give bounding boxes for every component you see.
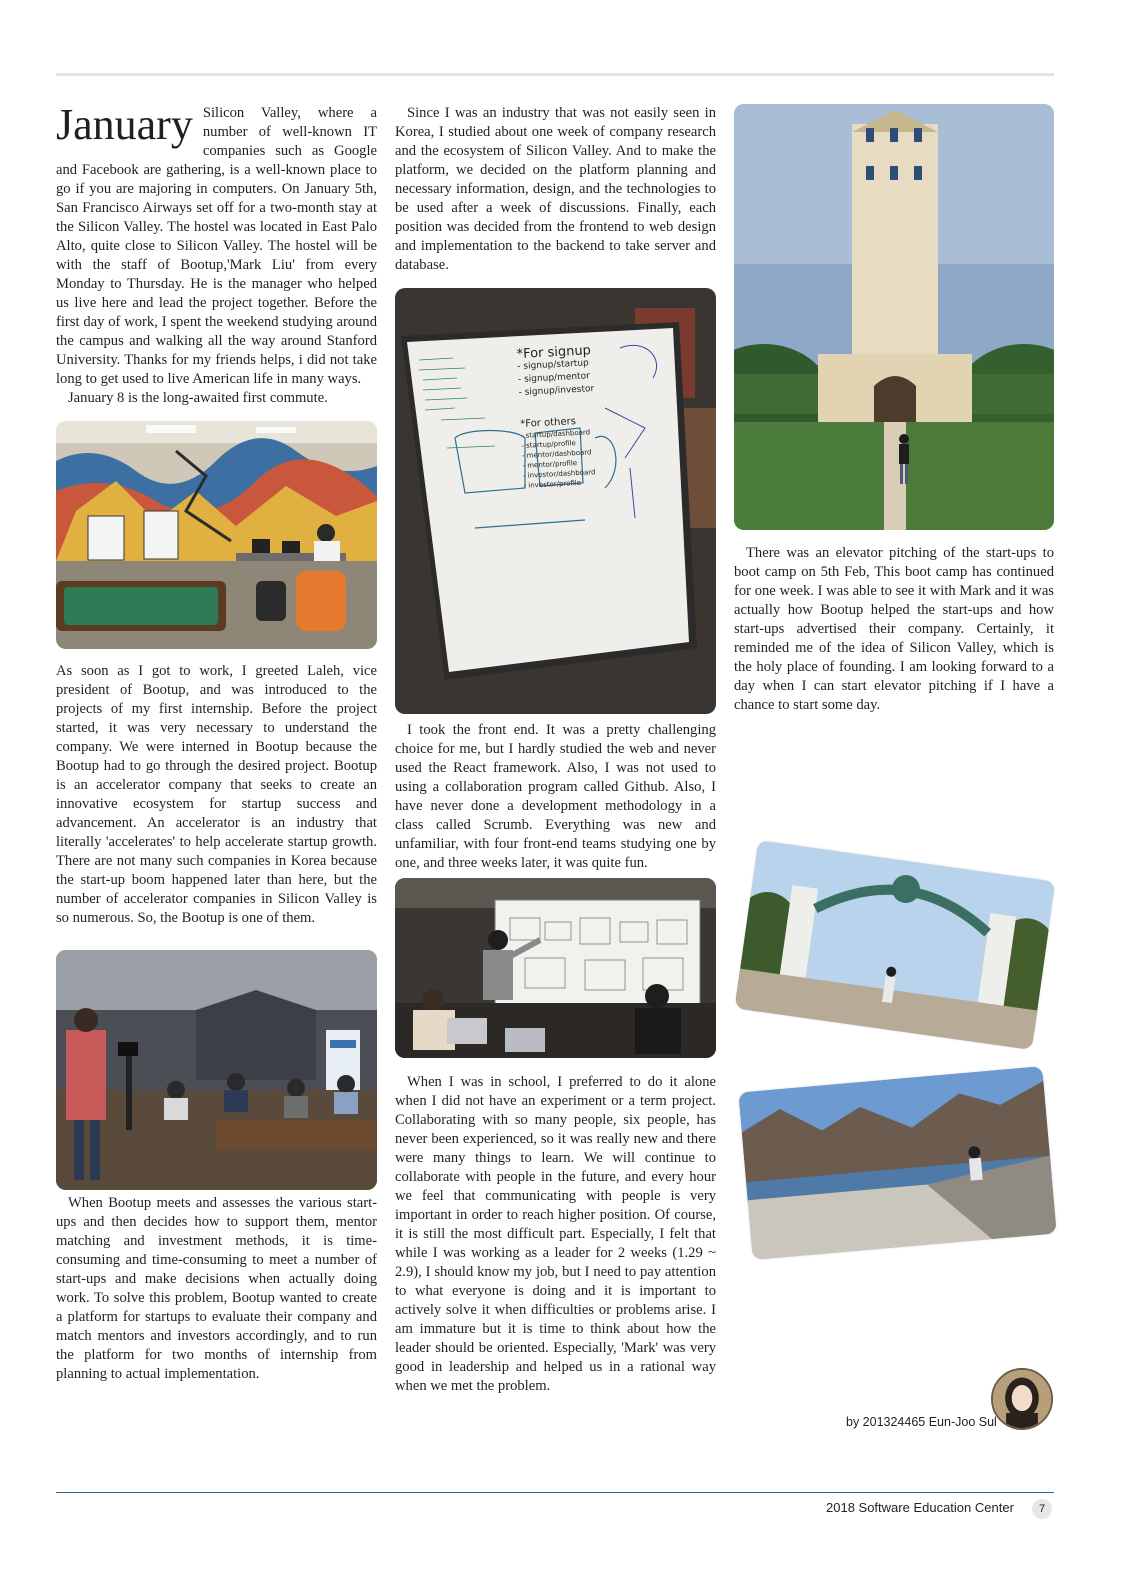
platform-paragraph: When Bootup meets and assesses the various start-ups and then decides how to support them, mentor matching and investment methods, it is time-consuming and time-consuming to meet a number of start-ups and make decisions when actually doing work. To solve this problem, Bootup wanted to create a platform for startups to evaluate their company and match mentors and investors accordingly, and to run the platform for two months of internship from planning to actual implementation. [56, 1195, 377, 1382]
research-paragraph: Since I was an industry that was not easily seen in Korea, I studied about one week of company research and the ecosystem of Silicon Valley. And to make the platform, we decided on the platform planning and necessary information, design, and the technologies to be used after a week of discussions. Finally, each position was decided from the frontend to web design and implementation to the backend to take server and database. [395, 105, 716, 273]
frontend-paragraph: I took the front end. It was a pretty challenging choice for me, but I hardly studied the web and never used the React framework. Also, I was not used to using a collaboration program called Github. Also, I have never done a development methodology in a class called Scrumb. Everything was new and unfamiliar, with four front-end teams studying one by one, and three weeks later, it was quite fun. [395, 722, 716, 871]
bottom-rule [56, 1492, 1054, 1493]
whiteboard-photo [395, 288, 716, 714]
office-photo [56, 421, 377, 649]
intro-text: Silicon Valley, where a number of well-known IT companies such as Google and Facebook are gathering, is a well-known place to go if you are majoring in computers. On January 5th, San Francisco Airways set off for a two-month stay at the Silicon Valley. The hostel was located in East Palo Alto, quite close to Silicon Valley. The hostel will be with the staff of Bootup,'Mark Liu' from every Monday to Thursday. He is the manager who helped us live here and lead the project together. Before the first day of work, I spent the weekend studying around the campus and walking all the way around Stanford University. Thanks for my friends helps, i did not take long to get used to live American life in many ways. [56, 105, 377, 387]
commute-paragraph: January 8 is the long-awaited first commute. [68, 390, 328, 406]
whiteboard-item: - investor/dashboard [522, 468, 596, 480]
whiteboard-item: - signup/startup [517, 358, 590, 373]
whiteboard-heading-others: *For others [520, 416, 577, 430]
bootup-paragraph: As soon as I got to work, I greeted Laleh, vice president of Bootup, and was introduced to the projects of my first internship. Before the project started, it was very necessary to understand the company. We were interned in Bootup because the Bootup had to go through the desired project. Bootup is an accelerator company that seeks to create an innovative ecosystem for startup success and advancement. An accelerator is an industry that literally 'accelerates' to help accelerate startup growth. There are not many such companies in Korea because the start-up boom happened later than here, but the number of accelerator companies in Silicon Valley is so numerous. So, the Bootup is one of them. [56, 663, 377, 926]
whiteboard-item: - signup/mentor [517, 371, 591, 386]
whiteboard-item: - investor/profile [523, 478, 582, 490]
page-number: 7 [1032, 1499, 1052, 1519]
elevator-pitch-paragraph: There was an elevator pitching of the start-ups to boot camp on 5th Feb, This boot camp has continued for one week. I was able to see it with Mark and it was actually how Bootup helped the start-ups and how start-ups advertised their company. Certainly, it reminded me of the idea of Silicon Valley, which is the holy place of founding. I am looking forward to a day when I can start elevator pitching if I have a chance to start some day. [734, 545, 1054, 713]
intro-paragraph [56, 100, 377, 389]
dam-photo [738, 1066, 1056, 1260]
month-title: January [56, 100, 193, 149]
team-presentation-photo [395, 878, 716, 1058]
whiteboard-item: - signup/investor [518, 384, 595, 399]
footer-label: 2018 Software Education Center [826, 1500, 1014, 1515]
column-1 [56, 100, 377, 1384]
whiteboard-item: - startup/profile [521, 439, 576, 450]
author-avatar [991, 1368, 1053, 1430]
column-2 [395, 104, 716, 1396]
whiteboard-notes [516, 344, 599, 491]
top-rule [56, 73, 1054, 76]
author-byline: by 201324465 Eun-Joo Sul [846, 1415, 997, 1429]
whiteboard-heading-signup: *For signup [516, 343, 592, 363]
whiteboard-item: - mentor/profile [522, 459, 578, 470]
meeting-room-photo [56, 950, 377, 1190]
column-3 [734, 104, 1054, 715]
whiteboard-item: - startup/dashboard [520, 428, 591, 440]
whiteboard-item: - mentor/dashboard [521, 448, 592, 460]
collaboration-paragraph: When I was in school, I preferred to do it alone when I did not have an experiment or a term project. Collaborating with so many people, six people, has never been experienced, so it was really new and there were many things to learn. We will continue to collaborate with people in the future, and every hour we feel that communicating with people is very important in order to reach higher position. Of course, it is still the most difficult part. Especially, I felt that while I was working as a leader for 2 weeks (1.29 ~ 2.9), I should know my job, but I need to pay attention to what everyone is doing and it is important to actively solve it when difficulties or problems arise. I am immature but it is time to think about how the leader should be oriented. Especially, 'Mark' was very good in leadership and helped us in a rational way when we met the problem. [395, 1074, 716, 1394]
hoover-tower-photo [734, 104, 1054, 530]
sather-gate-photo [735, 840, 1056, 1050]
